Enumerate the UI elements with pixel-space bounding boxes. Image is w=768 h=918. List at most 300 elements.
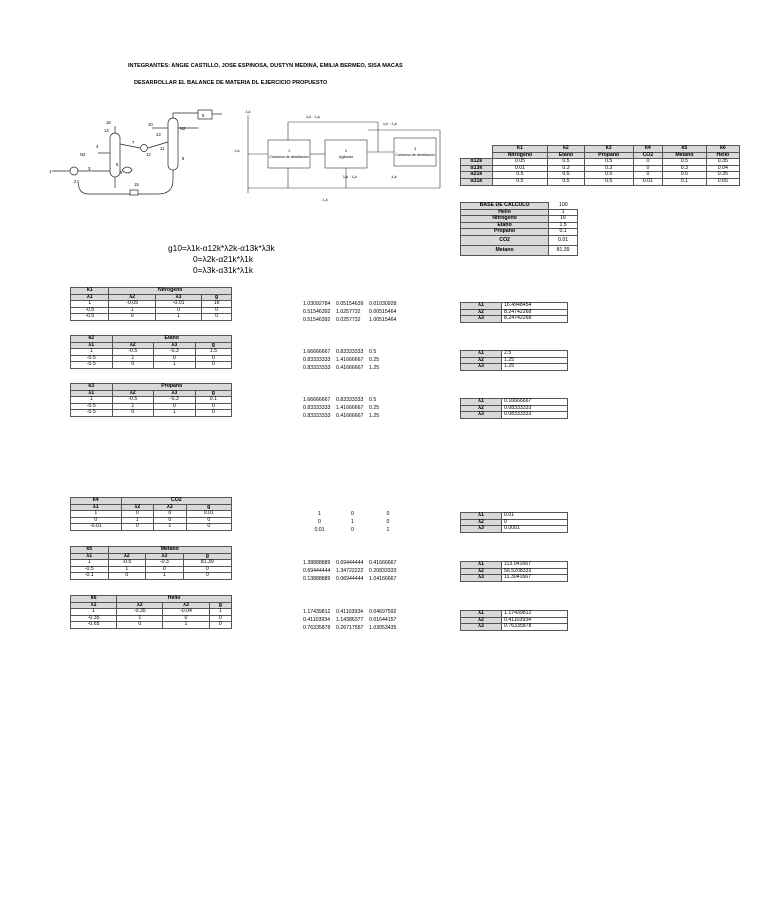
inverse-cell: 0.41103934	[336, 609, 364, 615]
inverse-cell: 0.83333333	[303, 413, 331, 420]
matrix-col-header: λ3	[163, 602, 209, 609]
inverse-cell: 0.0257732	[336, 317, 361, 324]
inverse-cell: 0.41666667	[369, 560, 397, 566]
inverse-cell: 0.41103934	[303, 617, 331, 624]
matrix-cell: 1	[71, 560, 109, 567]
process-flow-diagram	[48, 108, 228, 203]
split-component-header: Nitrogeno	[492, 152, 547, 159]
component-k-label: k5	[71, 547, 109, 554]
matrix-col-header: λ1	[71, 342, 113, 349]
basis-row-value: 16	[549, 216, 578, 223]
matrix-cell: 1	[146, 573, 184, 580]
inverse-cell: 1.03053435	[369, 625, 397, 632]
split-cell: 0.04	[706, 165, 739, 172]
svg-text:λ₃k: λ₃k	[391, 175, 397, 179]
svg-text:9: 9	[202, 113, 205, 118]
svg-text:14: 14	[104, 128, 109, 133]
solution-value: 2.5	[502, 351, 568, 358]
svg-text:8: 8	[182, 156, 185, 161]
split-col-header: k1	[492, 146, 547, 153]
task-heading: DESARROLLAR EL BALANCE DE MATERIA DL EJERCICIO PROPUESTO	[134, 80, 328, 86]
solution-value: 0.01	[502, 513, 568, 520]
inverse-cell: 1.0257732	[336, 309, 361, 316]
inverse-cell: 0.06944444	[336, 576, 364, 583]
inverse-row	[303, 575, 407, 583]
matrix-cell: 1	[112, 355, 154, 362]
matrix-cell: 0	[121, 511, 153, 518]
inverse-cell: 1.38888889	[303, 560, 331, 566]
column-1	[110, 133, 120, 177]
inverse-cell: 0.41666667	[336, 413, 364, 420]
matrix-cell: -0.01	[155, 301, 201, 308]
split-component-header: Metano	[663, 152, 707, 159]
matrix-cell: -0.5	[108, 560, 146, 567]
matrix-cell: 16	[202, 301, 232, 308]
component-matrix-table	[70, 595, 232, 629]
matrix-cell: -0.3	[146, 560, 184, 567]
matrix-row	[71, 301, 232, 308]
inverse-cell: 0.04697592	[369, 609, 397, 615]
matrix-cell: 1	[163, 622, 209, 629]
matrix-row	[71, 410, 232, 417]
split-cell: 0.01	[633, 178, 662, 185]
split-row-label: α12k	[461, 159, 493, 166]
solution-value: 16.4948454	[502, 303, 568, 310]
matrix-cell: 81.39	[183, 560, 231, 567]
solution-label: λ3	[461, 364, 502, 371]
inverse-cell: 1.66666667	[303, 397, 331, 403]
inverse-row	[303, 364, 407, 372]
solution-label: λ2	[461, 519, 502, 526]
solution-label: λ1	[461, 513, 502, 520]
matrix-cell: 1	[71, 397, 113, 404]
inverse-cell: 0.01644157	[369, 617, 397, 624]
split-cell: 0.5	[492, 178, 547, 185]
matrix-cell: 0	[183, 573, 231, 580]
inverse-cell: 1.66666667	[303, 349, 331, 355]
split-cell: 0.35	[706, 159, 739, 166]
inverse-cell: 0.69444444	[336, 560, 364, 566]
svg-text:λ₂k · λ₃k: λ₂k · λ₃k	[306, 115, 320, 119]
matrix-cell: 0	[202, 314, 232, 321]
inverse-matrix	[303, 300, 407, 325]
matrix-cell: -0.5	[112, 397, 154, 404]
split-row-label: α21k	[461, 172, 493, 179]
svg-text:3: 3	[88, 166, 91, 171]
solution-label: λ2	[461, 357, 502, 364]
matrix-col-header: g	[195, 342, 231, 349]
matrix-col-header: λ1	[71, 294, 109, 301]
matrix-col-header: g	[202, 294, 232, 301]
matrix-cell: -0.5	[71, 403, 113, 410]
split-cell: 0.5	[548, 178, 585, 185]
solution-label: λ1	[461, 351, 502, 358]
inverse-cell: 0.01	[314, 527, 325, 534]
component-k-label: k4	[71, 498, 122, 505]
column-2	[168, 118, 178, 170]
svg-text:6: 6	[116, 162, 119, 167]
inverse-cell: 0.83333333	[336, 349, 364, 355]
solution-label: λ2	[461, 568, 502, 575]
split-cell: 0.65	[706, 178, 739, 185]
matrix-cell: 0	[154, 355, 196, 362]
inverse-cell: 1.25	[369, 365, 380, 372]
matrix-cell: 0	[195, 355, 231, 362]
matrix-cell: 1	[71, 349, 113, 356]
svg-text:11: 11	[160, 146, 165, 151]
component-name: Metano	[108, 547, 231, 554]
split-cell: 0	[633, 172, 662, 179]
matrix-row	[71, 362, 232, 369]
matrix-cell: 1	[209, 609, 231, 616]
matrix-col-header: λ3	[155, 294, 201, 301]
solution-value: 113.041667	[502, 562, 568, 569]
matrix-cell: 1	[71, 609, 117, 616]
basis-row-value: 0.01	[549, 235, 578, 245]
svg-text:7: 7	[132, 140, 135, 145]
matrix-cell: 0	[112, 410, 154, 417]
inverse-cell: 0	[386, 511, 390, 517]
matrix-cell: 0	[154, 511, 186, 518]
svg-text:2: 2	[74, 179, 77, 184]
svg-text:N2: N2	[180, 126, 186, 131]
inverse-matrix	[303, 396, 407, 421]
split-row	[461, 178, 740, 185]
matrix-cell: 0	[195, 403, 231, 410]
solution-value: 56.5208333	[502, 568, 568, 575]
solution-row	[461, 412, 568, 419]
inverse-cell: 0	[318, 519, 321, 526]
solution-table	[460, 561, 568, 582]
matrix-row	[71, 314, 232, 321]
basis-row-label: Helio	[461, 209, 549, 216]
solution-table	[460, 610, 568, 631]
split-row	[461, 172, 740, 179]
matrix-cell: 1	[108, 566, 146, 573]
inverse-cell: 1.14386377	[336, 617, 364, 624]
inverse-cell: 0.01030928	[369, 301, 397, 307]
solution-label: λ1	[461, 399, 502, 406]
solution-row	[461, 364, 568, 371]
solution-label: λ3	[461, 316, 502, 323]
solution-value: 1.25	[502, 357, 568, 364]
svg-text:λ₁k: λ₁k	[245, 110, 251, 114]
split-col-header: k6	[706, 146, 739, 153]
split-component-header: Helio	[706, 152, 739, 159]
inverse-row	[303, 348, 407, 356]
matrix-col-header: λ1	[71, 504, 122, 511]
inverse-cell: 1	[318, 511, 321, 517]
matrix-cell: 0	[195, 362, 231, 369]
basis-row-value: 81.39	[549, 245, 578, 255]
split-col-header: k2	[548, 146, 585, 153]
equation-2: 0=λ2k-α21k*λ1k	[193, 254, 254, 264]
inverse-matrix	[303, 559, 407, 584]
svg-text:Agitador: Agitador	[338, 155, 354, 159]
split-fraction-table	[460, 145, 740, 186]
matrix-cell: -0.1	[71, 573, 109, 580]
inverse-cell: 0.41666667	[336, 365, 364, 372]
inverse-row	[303, 567, 407, 575]
matrix-col-header: λ3	[154, 504, 186, 511]
solution-value: 1.25	[502, 364, 568, 371]
equation-3: 0=λ3k-α31k*λ1k	[193, 265, 254, 275]
matrix-cell: 1	[109, 307, 155, 314]
inverse-row	[303, 308, 407, 316]
inverse-row	[303, 404, 407, 412]
inverse-cell: 0.25	[369, 357, 380, 364]
inverse-cell: 0.20833333	[369, 568, 397, 575]
matrix-cell: 0	[155, 307, 201, 314]
basis-row-label: CO2	[461, 235, 549, 245]
split-cell: 0.3	[584, 165, 633, 172]
inverse-cell: 0.05154639	[336, 301, 364, 307]
split-col-header: k4	[633, 146, 662, 153]
matrix-cell: 0	[117, 622, 163, 629]
inverse-cell: 1.34722222	[336, 568, 364, 575]
svg-text:10: 10	[148, 122, 153, 127]
matrix-col-header: λ2	[112, 390, 154, 397]
matrix-cell: 0	[112, 362, 154, 369]
matrix-cell: 0	[108, 573, 146, 580]
inverse-matrix	[303, 348, 407, 373]
basis-title: BASE DE CALCULO	[461, 203, 549, 210]
basis-row-value: 0.1	[549, 229, 578, 236]
matrix-cell: -0.04	[163, 609, 209, 616]
basis-row-label: Metano	[461, 245, 549, 255]
svg-text:Columna de destilación: Columna de destilación	[269, 155, 309, 159]
matrix-row	[71, 524, 232, 531]
valve-icon	[130, 190, 138, 195]
svg-text:λ₂k: λ₂k	[322, 198, 328, 202]
matrix-cell: -0.5	[71, 355, 113, 362]
matrix-cell: 0	[71, 517, 122, 524]
matrix-cell: 0	[121, 524, 153, 531]
split-row-label: α13k	[461, 165, 493, 172]
inverse-row	[303, 616, 407, 624]
block-diagram	[228, 108, 450, 203]
component-k-label: k2	[71, 336, 113, 343]
solution-label: λ1	[461, 611, 502, 618]
split-cell: 0.5	[584, 159, 633, 166]
matrix-cell: 0.1	[195, 397, 231, 404]
matrix-cell: 0	[186, 524, 231, 531]
matrix-cell: 0	[146, 566, 184, 573]
matrix-col-header: λ2	[117, 602, 163, 609]
matrix-col-header: g	[186, 504, 231, 511]
inverse-cell: 0.51546392	[303, 309, 331, 316]
matrix-cell: 0	[163, 615, 209, 622]
svg-text:13: 13	[156, 132, 161, 137]
matrix-cell: 0	[195, 410, 231, 417]
matrix-cell: 1	[154, 362, 196, 369]
matrix-cell: 1	[155, 314, 201, 321]
matrix-col-header: λ3	[146, 553, 184, 560]
solution-table	[460, 398, 568, 419]
solution-label: λ2	[461, 405, 502, 412]
solution-label: λ3	[461, 575, 502, 582]
split-cell: 0	[633, 159, 662, 166]
solution-row	[461, 351, 568, 358]
solution-row	[461, 357, 568, 364]
split-cell: 0.5	[584, 178, 633, 185]
split-cell: 0.1	[663, 178, 707, 185]
split-cell: 0.05	[492, 159, 547, 166]
solution-value: 8.24742268	[502, 316, 568, 323]
split-row	[461, 165, 740, 172]
matrix-cell: 0	[209, 615, 231, 622]
solution-value: 0.41103934	[502, 617, 568, 624]
component-matrix-table	[70, 546, 232, 580]
matrix-cell: -0.5	[112, 349, 154, 356]
solution-label: λ1	[461, 303, 502, 310]
matrix-cell: 1	[112, 403, 154, 410]
basis-value: 100	[558, 201, 568, 208]
split-cell: 0	[633, 165, 662, 172]
matrix-cell: -0.35	[71, 615, 117, 622]
matrix-cell: -0.5	[71, 314, 109, 321]
inverse-row	[303, 526, 407, 534]
inverse-matrix	[303, 608, 407, 633]
members-heading: INTEGRANTES: ANGIE CASTILLO, JOSE ESPINOSA, DUSTYN MEDINA, EMILIA BERMEO, SISA MACAS	[128, 63, 403, 69]
solution-row	[461, 624, 568, 631]
matrix-row	[71, 622, 232, 629]
split-col-header: k3	[584, 146, 633, 153]
solution-value: 0.76335878	[502, 624, 568, 631]
solution-row	[461, 513, 568, 520]
inverse-cell: 1.03092784	[303, 301, 331, 307]
inverse-cell: 1.04166667	[369, 576, 397, 583]
split-cell: 0.35	[706, 172, 739, 179]
component-matrix-table	[70, 335, 232, 369]
matrix-col-header: g	[209, 602, 231, 609]
matrix-col-header: λ3	[154, 342, 196, 349]
split-component-header: Propano	[584, 152, 633, 159]
solution-value: 0.16666667	[502, 399, 568, 406]
solution-value: 0.0001	[502, 526, 568, 533]
inverse-cell: 0.83333333	[336, 397, 364, 403]
svg-text:2: 2	[344, 149, 348, 153]
component-name: Etano	[112, 336, 231, 343]
inverse-cell: 0	[351, 527, 354, 534]
component-k-label: k6	[71, 596, 117, 603]
inverse-cell: 1	[351, 519, 354, 526]
svg-text:N2: N2	[80, 152, 86, 157]
component-matrix-table	[70, 497, 232, 531]
split-cell: 0.5	[584, 172, 633, 179]
matrix-cell: 0	[183, 566, 231, 573]
matrix-cell: 0	[154, 403, 196, 410]
split-col-header: k5	[663, 146, 707, 153]
matrix-col-header: λ2	[121, 504, 153, 511]
inverse-cell: 1.41666667	[336, 357, 364, 364]
heat-exchanger-icon	[141, 145, 148, 152]
matrix-cell: 0	[209, 622, 231, 629]
matrix-cell: -0.3	[154, 397, 196, 404]
inverse-cell: 0.13888889	[303, 576, 331, 583]
svg-text:λ₁k · λ₃k: λ₁k · λ₃k	[383, 122, 397, 126]
matrix-col-header: λ1	[71, 553, 109, 560]
inverse-cell: 0.69444444	[303, 568, 331, 575]
inverse-row	[303, 559, 407, 567]
svg-text:λ₂k · λ₃k: λ₂k · λ₃k	[343, 175, 357, 179]
matrix-row	[71, 573, 232, 580]
matrix-col-header: λ1	[71, 390, 113, 397]
inverse-cell: 1.00515464	[369, 317, 397, 324]
matrix-col-header: λ1	[71, 602, 117, 609]
solution-value: 0.08333333	[502, 412, 568, 419]
matrix-cell: 0	[202, 307, 232, 314]
matrix-cell: -0.35	[117, 609, 163, 616]
component-name: Nitrogeno	[109, 288, 232, 295]
component-name: Helio	[117, 596, 232, 603]
reboiler-icon	[122, 167, 132, 173]
component-k-label: k1	[71, 288, 109, 295]
svg-text:λ₁k: λ₁k	[234, 149, 240, 153]
solution-row	[461, 526, 568, 533]
inverse-row	[303, 356, 407, 364]
solution-value: 0.08333333	[502, 405, 568, 412]
matrix-col-header: λ2	[108, 553, 146, 560]
inverse-row	[303, 608, 407, 616]
component-name: Propano	[112, 384, 231, 391]
solution-value: 11.3041667	[502, 575, 568, 582]
inverse-cell: 1.25	[369, 413, 380, 420]
matrix-cell: -0.01	[71, 524, 122, 531]
matrix-cell: 0	[186, 517, 231, 524]
solution-label: λ1	[461, 562, 502, 569]
matrix-cell: 1	[117, 615, 163, 622]
basis-row-value: 1.5	[549, 222, 578, 229]
inverse-cell: 0	[386, 519, 390, 526]
matrix-cell: 0.01	[186, 511, 231, 518]
inverse-cell: 0	[351, 511, 354, 517]
solution-value: 1.17439812	[502, 611, 568, 618]
equation-1: g10=λ1k-α12k*λ2k-α13k*λ3k	[168, 243, 275, 253]
inverse-cell: 0.51546392	[303, 317, 331, 324]
inverse-cell: 0.83333333	[303, 405, 331, 412]
svg-text:15: 15	[134, 182, 139, 187]
calculation-basis-table	[460, 202, 578, 256]
split-component-header: Etano	[548, 152, 585, 159]
inverse-row	[303, 300, 407, 308]
inverse-cell: 0.5	[369, 349, 377, 355]
inverse-row	[303, 624, 407, 632]
split-cell: 0.5	[492, 172, 547, 179]
vessel-top	[198, 110, 212, 119]
inverse-cell: 0.25	[369, 405, 380, 412]
split-component-header: CO2	[633, 152, 662, 159]
inverse-row	[303, 510, 407, 518]
matrix-cell: -0.5	[71, 566, 109, 573]
split-cell: 0.5	[548, 172, 585, 179]
svg-text:1: 1	[287, 149, 291, 153]
solution-label: λ2	[461, 309, 502, 316]
matrix-cell: 1	[71, 511, 122, 518]
matrix-col-header: g	[183, 553, 231, 560]
inverse-cell: 1.41666667	[336, 405, 364, 412]
basis-row-label: Propano	[461, 229, 549, 236]
solution-label: λ3	[461, 526, 502, 533]
matrix-cell: 1	[121, 517, 153, 524]
svg-text:1: 1	[49, 169, 52, 174]
split-cell: 0.5	[663, 159, 707, 166]
solution-table	[460, 302, 568, 323]
matrix-cell: -0.3	[154, 349, 196, 356]
matrix-cell: -0.05	[109, 301, 155, 308]
solution-value: 8.24742268	[502, 309, 568, 316]
svg-text:16: 16	[106, 120, 111, 125]
